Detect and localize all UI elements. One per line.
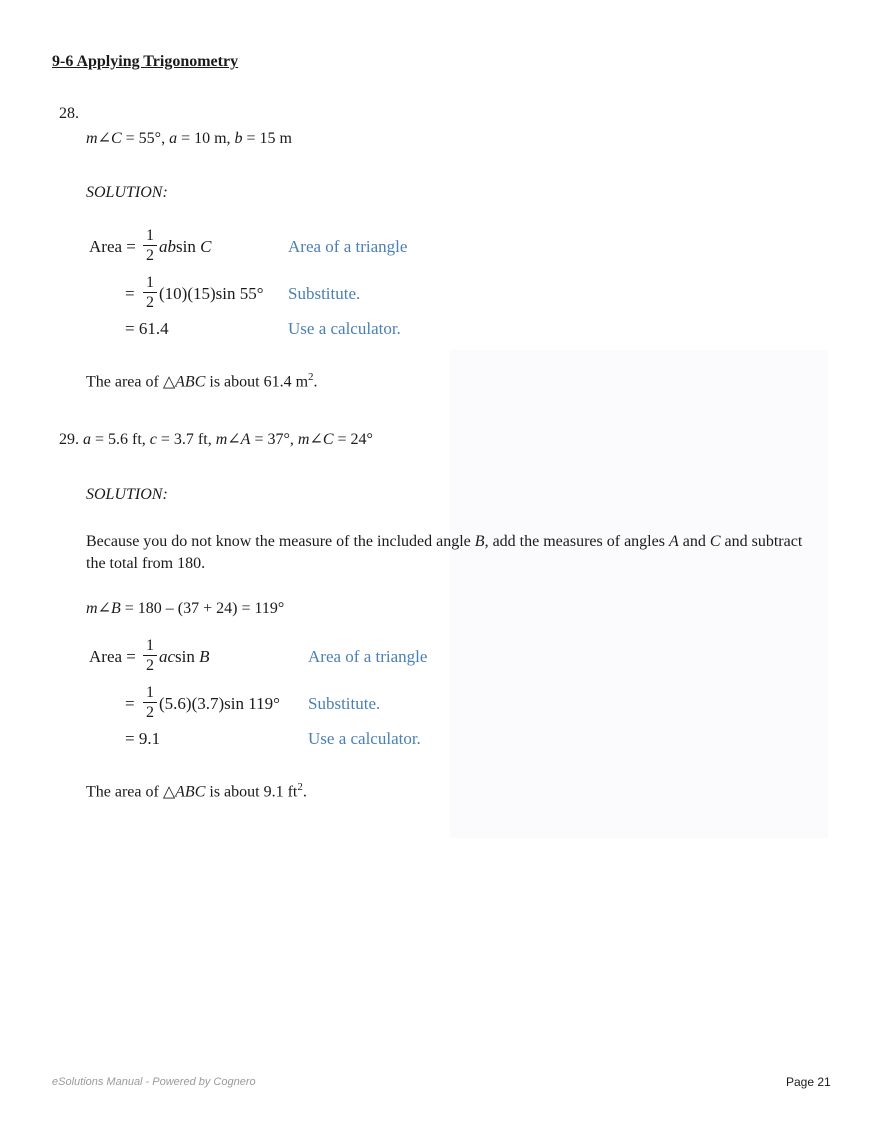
p29-area-word: Area = [89, 647, 136, 666]
p28-step1-note: Area of a triangle [288, 237, 408, 256]
p28-step1-expr: absin C [159, 237, 212, 256]
p29-step2-note: Substitute. [308, 694, 381, 713]
p28-step2-equals: = [125, 284, 135, 303]
background-shade [450, 350, 828, 838]
p28-step3-note: Use a calculator. [288, 319, 401, 338]
p29-step2-equals: = [125, 694, 135, 713]
problem-29-solution-label: SOLUTION: [86, 486, 168, 503]
p28-step2-note: Substitute. [288, 284, 361, 303]
problem-28-number: 28. [59, 105, 79, 122]
problem-29-explanation-line2: the total from 180. [86, 555, 206, 572]
problem-28-conclusion: The area of △ABC is about 61.4 $m^2$. [86, 371, 318, 391]
problem-29-explanation-line1: Because you do not know the measure of the included angle B, add the measures of angles A and C and subtract [86, 533, 803, 550]
page-number: Page 21 [786, 1075, 831, 1089]
p29-fraction-2: 1 2 [143, 685, 157, 721]
p28-area-word: Area = [89, 237, 136, 256]
p29-step2-expr: (5.6)(3.7)sin 119° [159, 694, 280, 713]
problem-29-angle-calc: m∠B = 180 – (37 + 24) = 119° [86, 600, 285, 617]
section-title: 9-6 Applying Trigonometry [52, 53, 239, 70]
problem-28-solution-label: SOLUTION: [86, 184, 168, 201]
p28-step3-expr: = 61.4 [125, 319, 169, 338]
footer-credit: eSolutions Manual - Powered by Cognero [52, 1076, 256, 1088]
p28-fraction-2: 1 2 [143, 275, 157, 311]
p28-step2-expr: (10)(15)sin 55° [159, 284, 264, 303]
p29-step3-expr: = 9.1 [125, 729, 161, 748]
problem-28-given: m∠C = 55°, a = 10 m, b = 15 m [86, 130, 292, 147]
p28-fraction-1: 1 2 [143, 228, 157, 264]
p29-step3-note: Use a calculator. [308, 729, 421, 748]
p29-step1-note: Area of a triangle [308, 647, 428, 666]
problem-29-given: 29. a = 5.6 ft, c = 3.7 ft, m∠A = 37°, m∠C = 24° [59, 431, 373, 448]
problem-29-conclusion: The area of △ABC is about 9.1 $ft^2$. [86, 781, 307, 801]
p29-step1-expr: acsin B [159, 647, 210, 666]
triangle-icon: △ [162, 373, 176, 391]
triangle-icon: △ [162, 783, 176, 801]
p29-fraction-1: 1 2 [143, 638, 157, 674]
